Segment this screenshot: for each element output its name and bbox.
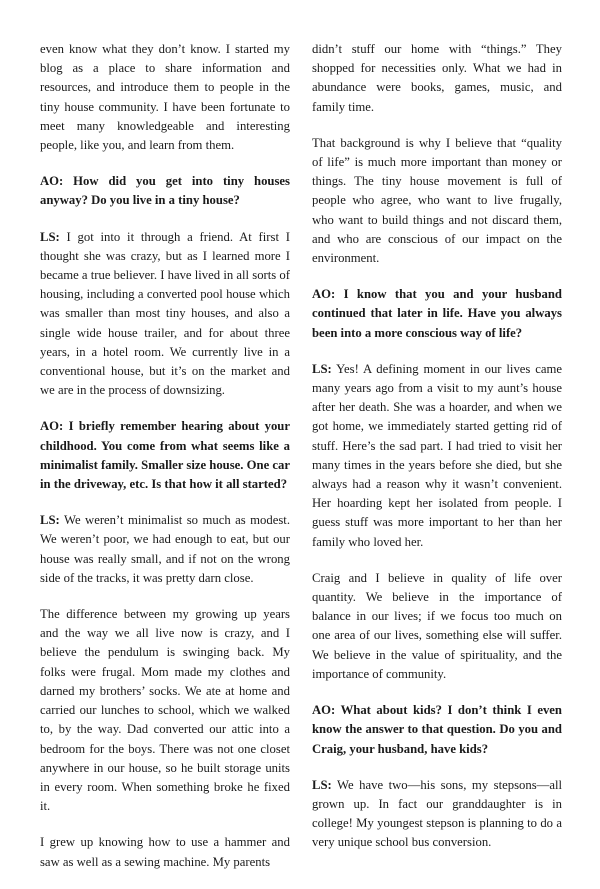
- left-column: [40, 40, 290, 889]
- answer-text: We have two—his sons, my stepsons—all grown up. In fact our granddaughter is in college! My youngest stepson is planning to do a very unique school bus conversion.: [312, 777, 562, 850]
- interview-question: AO: I know that you and your husband continued that later in life. Have you always been into a more conscious way of life?: [312, 287, 562, 340]
- speaker-label: LS:: [40, 229, 60, 244]
- interview-answer: [40, 228, 290, 401]
- paragraph: That background is why I believe that “quality of life” is much more important than money or things. The tiny house movement is full of people who agree, who want to live frugally, who want to build things and not discard them, and who are conscious of our impact on the environment.: [312, 135, 562, 266]
- speaker-label: LS:: [312, 777, 332, 792]
- interview-answer: [312, 776, 562, 853]
- speaker-label: LS:: [40, 513, 60, 528]
- right-column: [312, 40, 562, 870]
- interview-question: AO: What about kids? I don’t think I even know the answer to that question. Do you and Craig, your husband, have kids?: [312, 703, 562, 756]
- interview-question: AO: How did you get into tiny houses anyway? Do you live in a tiny house?: [40, 174, 290, 208]
- interview-answer: [312, 360, 562, 552]
- interview-question: AO: I briefly remember hearing about your childhood. You come from what seems like a minimalist family. Smaller size house. One car in the driveway, etc. Is that how it all started?: [40, 419, 290, 492]
- answer-text: Yes! A defining moment in our lives came many years ago from a visit to my aunt’s house after her death. She was a hoarder, and when we got home, we immediately started getting rid of stuff. Here’s the sad part. I had tried to visit her many times in the years before she died, but she always had a reason why it wasn’t convenient. Her hoarding kept her isolated from people. I guess stuff was more important to her than her family who loved her.: [312, 361, 562, 549]
- paragraph: Craig and I believe in quality of life over quantity. We believe in the importance of balance in our lives; if we focus too much on one area of our lives, something else will suffer. We believe in the value of spirituality, and the importance of community.: [312, 570, 562, 681]
- paragraph: The difference between my growing up years and the way we all live now is crazy, and I believe the pendulum is swinging back. My folks were frugal. Mom made my clothes and darned my brothers’ socks. We ate at home and carried our lunches to school, which we walked to, by the way. Dad converted our attic into a bedroom for the boys. There was not one closet anywhere in our house, so he built storage units in every room. When something broke he fixed it.: [40, 607, 290, 814]
- answer-text: I got into it through a friend. At first I thought she was crazy, but as I learned more I became a true believer. I have lived in all sorts of housing, including a converted pool house which was smaller than most tiny houses, and also a single wide house trailer, and for about three years, in a hotel room. We currently live in a conventional house, but it’s on the market and we are in the process of downsizing.: [40, 229, 290, 398]
- paragraph: I grew up knowing how to use a hammer and saw as well as a sewing machine. My parents: [40, 835, 290, 869]
- answer-text: We weren’t minimalist so much as modest. We weren’t poor, we had enough to eat, but our house was really small, and if not on the wrong side of the tracks, it was pretty darn close.: [40, 513, 290, 585]
- interview-answer: [40, 511, 290, 588]
- paragraph: didn’t stuff our home with “things.” They shopped for necessities only. What we had in abundance were books, games, music, and family time.: [312, 42, 562, 114]
- paragraph: even know what they don’t know. I started my blog as a place to share information and resources, and introduce them to people in the tiny house community. I have been fortunate to meet many knowledgeable and interesting people, like you, and learn from them.: [40, 42, 290, 153]
- speaker-label: LS:: [312, 361, 332, 376]
